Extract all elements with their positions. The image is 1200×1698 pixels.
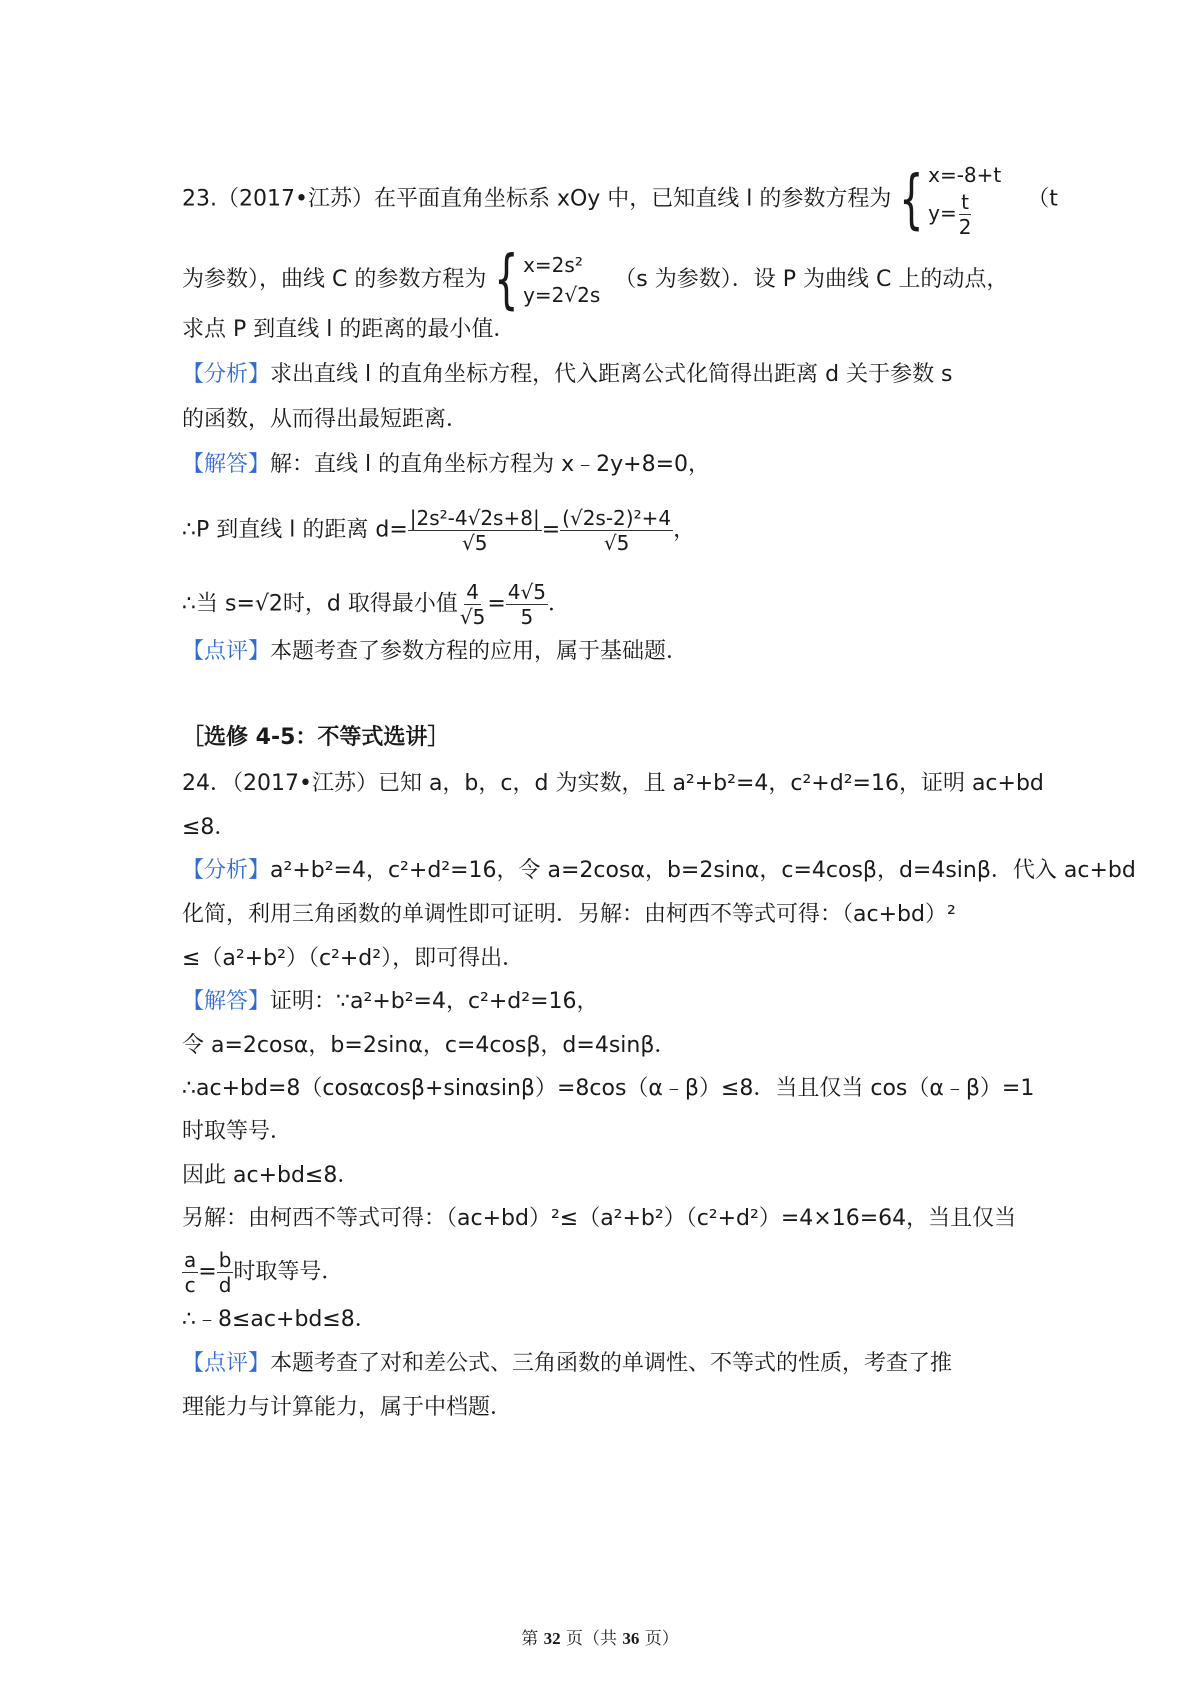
brace-glyph: { (494, 243, 519, 317)
q24-answer-2: 令 a=2cosα，b=2sinα，c=4cosβ，d=4sinβ． (182, 1033, 677, 1058)
q24-comment (182, 1348, 952, 1380)
q23-min-value: ∴当 s=√2时，d 取得最小值 $\frac{4}{√5}$ = $\frac{4√5}{5}$ ． (182, 580, 570, 629)
q23-analysis-2: 的函数，从而得出最短距离． (182, 407, 469, 432)
comment-text: 本题考查了参数方程的应用，属于基础题． (270, 639, 689, 664)
sys-x-eq: x=2s² (523, 253, 583, 277)
curve-param-system (523, 250, 600, 310)
analysis-tag: 【分析】 (182, 858, 271, 883)
q23-text: （t (1027, 186, 1058, 212)
q24-comment-2: 理能力与计算能力，属于中档题． (182, 1395, 513, 1420)
q23-analysis (182, 359, 953, 391)
q24-answer-8: ∴﹣8≤ac+bd≤8． (182, 1307, 377, 1332)
page-footer: 第 32 页（共 36 页） (521, 1629, 679, 1649)
sys-y-eq: y= $\frac{t}{2}$ (928, 190, 972, 239)
comment-tag: 【点评】 (182, 639, 271, 664)
sys-y-eq: y=2√2s (523, 283, 601, 307)
q24-answer-5: 因此 ac+bd≤8． (182, 1163, 360, 1188)
answer-text: ∴P 到直线 l 的距离 d= (182, 517, 408, 543)
q23-line1 (182, 160, 1058, 239)
page-number: 32 (543, 1629, 561, 1648)
fraction: $\frac{a}{c}$ (184, 1248, 197, 1297)
q24-analysis (182, 855, 1136, 887)
comment-text: 本题考查了对和差公式、三角函数的单调性、不等式的性质，考查了推 (270, 1351, 953, 1376)
brace-glyph: { (899, 162, 924, 237)
analysis-text: 求出直线 l 的直角坐标方程，代入距离公式化简得出距离 d 关于参数 s (270, 362, 953, 387)
sys-x-eq: x=-8+t (928, 163, 1002, 187)
fraction: $\frac{4}{√5}$ (459, 580, 486, 629)
q23-comment (182, 636, 688, 668)
fraction: $\frac{4√5}{5}$ (507, 580, 546, 629)
q24-line1: 24．（2017•江苏）已知 a，b，c，d 为实数，且 a²+b²=4，c²+d²=16，证明 ac+bd (182, 771, 1044, 796)
q24-answer-7: $\frac{a}{c}$ = $\frac{b}{d}$ 时取等号． (184, 1248, 344, 1297)
analysis-tag: 【分析】 (182, 362, 271, 387)
answer-tag: 【解答】 (182, 452, 271, 477)
q24-analysis-2: 化简，利用三角函数的单调性即可证明．另解：由柯西不等式可得：（ac+bd）² (182, 902, 956, 927)
q24-analysis-3: ≤（a²+b²）（c²+d²），即可得出． (182, 946, 525, 971)
q24-answer-6: 另解：由柯西不等式可得：（ac+bd）²≤（a²+b²）（c²+d²）=4×16=64，当且仅当 (182, 1206, 1017, 1231)
section-heading: ［选修 4-5：不等式选讲］ (182, 725, 450, 750)
total-pages: 36 (622, 1629, 640, 1648)
answer-text: 解：直线 l 的直角坐标方程为 x﹣2y+8=0， (270, 452, 711, 477)
answer-text: 证明：∵a²+b²=4，c²+d²=16， (270, 989, 599, 1014)
q23-distance-formula: ∴P 到直线 l 的距离 d= $\frac{\text{|2s²-4√2s+8|}}{√5}$ = $\frac{\text{(√2s-2)²+4}}{√5}$ ， (182, 506, 696, 555)
q23-text: 为参数），曲线 C 的参数方程为 (182, 267, 487, 292)
comment-tag: 【点评】 (182, 1351, 271, 1376)
line-param-system (928, 160, 1001, 239)
fraction: $\frac{\text{(√2s-2)²+4}}{√5}$ (562, 506, 672, 555)
fraction: $\frac{b}{d}$ (218, 1248, 232, 1297)
q23-line3: 求点 P 到直线 l 的距离的最小值． (182, 317, 516, 342)
q23-text: 23.（2017•江苏）在平面直角坐标系 xOy 中，已知直线 l 的参数方程为 (182, 186, 892, 212)
q24-line2: ≤8． (182, 815, 237, 840)
analysis-text: a²+b²=4，c²+d²=16，令 a=2cosα，b=2sinα，c=4cosβ，d=4sinβ．代入 ac+bd (270, 858, 1136, 883)
q23-text: （s 为参数）．设 P 为曲线 C 上的动点， (614, 267, 1009, 292)
answer-text: ∴当 s=√2时，d 取得最小值 (182, 591, 458, 617)
q23-line2 (182, 243, 1009, 317)
q24-answer-4: 时取等号． (182, 1119, 293, 1144)
q24-answer-3: ∴ac+bd=8（cosαcosβ+sinαsinβ）=8cos（α﹣β）≤8．当且仅当 cos（α﹣β）=1 (182, 1076, 1035, 1101)
answer-tag: 【解答】 (182, 989, 271, 1014)
fraction: $\frac{\text{|2s²-4√2s+8|}}{√5}$ (409, 506, 540, 555)
q24-answer (182, 986, 599, 1018)
q23-answer (182, 449, 710, 481)
